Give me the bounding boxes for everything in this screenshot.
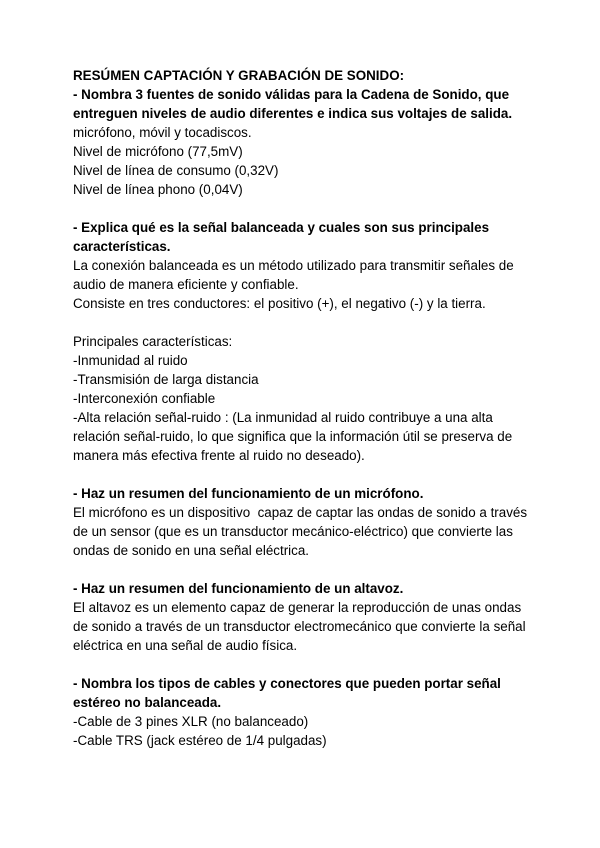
question-4: - Haz un resumen del funcionamiento de un altavoz. xyxy=(73,581,404,596)
question-1: - Nombra 3 fuentes de sonido válidas para la Cadena de Sonido, que entreguen niveles de audio diferentes e indica sus voltajes de salida. xyxy=(73,87,513,121)
question-2: - Explica qué es la señal balanceada y cuales son sus principales características. xyxy=(73,220,493,254)
spacer xyxy=(73,199,533,218)
features-heading: Principales características: xyxy=(73,334,233,349)
feature-item: -Alta relación señal-ruido : (La inmunidad al ruido contribuye a una alta relación señal-ruido, lo que significa que la información útil se preserva de manera más efectiva frente al ruido no deseado). xyxy=(73,410,516,463)
spacer xyxy=(73,655,533,674)
answer-3: El micrófono es un dispositivo capaz de captar las ondas de sonido a través de un sensor (que es un transductor mecánico-eléctrico) que convierte las ondas de sonido en una señal eléctrica. xyxy=(73,505,531,558)
spacer xyxy=(73,560,533,579)
answer-1-line: Nivel de línea de consumo (0,32V) xyxy=(73,163,279,178)
answer-1-line: Nivel de micrófono (77,5mV) xyxy=(73,144,243,159)
spacer xyxy=(73,465,533,484)
answer-1-line: micrófono, móvil y tocadiscos. xyxy=(73,125,252,140)
answer-5-line: -Cable de 3 pines XLR (no balanceado) xyxy=(73,714,309,729)
answer-2-paragraph: Consiste en tres conductores: el positivo (+), el negativo (-) y la tierra. xyxy=(73,296,486,311)
spacer xyxy=(73,313,533,332)
feature-item: -Interconexión confiable xyxy=(73,391,216,406)
question-5: - Nombra los tipos de cables y conectores que pueden portar señal estéreo no balanceada. xyxy=(73,676,505,710)
document-title: RESÚMEN CAPTACIÓN Y GRABACIÓN DE SONIDO: xyxy=(73,68,405,83)
question-3: - Haz un resumen del funcionamiento de un micrófono. xyxy=(73,486,424,501)
document-page xyxy=(73,66,533,750)
feature-item: -Inmunidad al ruido xyxy=(73,353,188,368)
answer-1-line: Nivel de línea phono (0,04V) xyxy=(73,182,243,197)
answer-5-line: -Cable TRS (jack estéreo de 1/4 pulgadas) xyxy=(73,733,327,748)
answer-2-paragraph: La conexión balanceada es un método utilizado para transmitir señales de audio de manera eficiente y confiable. xyxy=(73,258,518,292)
answer-4: El altavoz es un elemento capaz de generar la reproducción de unas ondas de sonido a través de un transductor electromecánico que convierte la señal eléctrica en una señal de audio física. xyxy=(73,600,530,653)
feature-item: -Transmisión de larga distancia xyxy=(73,372,259,387)
